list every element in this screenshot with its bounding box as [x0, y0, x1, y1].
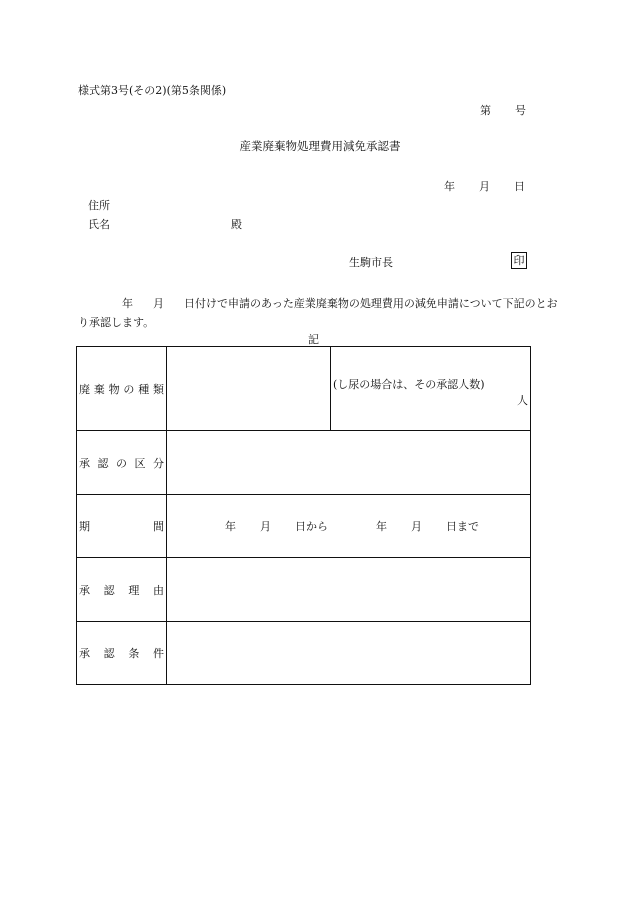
approval-reason-value [167, 558, 531, 622]
issue-date [444, 181, 525, 192]
approval-conditions-label-text [79, 645, 166, 661]
approval-category-label [77, 431, 167, 495]
waste-type-label-char: 廃 [79, 382, 90, 396]
approval-statement [78, 294, 558, 332]
approval-conditions-value [167, 622, 531, 685]
waste-type-value [167, 347, 331, 431]
approved-count-unit: 人 [517, 394, 528, 407]
period-value [167, 495, 531, 558]
approved-count-note: (し尿の場合は、その承認人数) [333, 378, 485, 391]
approval-reason-label-char: 認 [103, 583, 115, 597]
recipient-name-label: 氏名 [88, 218, 110, 231]
approval-form-table [76, 346, 531, 685]
period-label-char: 期 [79, 520, 90, 533]
table-row-approval-conditions [77, 622, 531, 685]
approval-conditions-label-char: 件 [152, 647, 164, 660]
recipient-address-label: 住所 [88, 199, 110, 212]
approval-category-label-char: 分 [153, 456, 164, 470]
note-heading: 記 [308, 333, 319, 346]
approval-reason-label-text [79, 582, 166, 598]
period-start-day: 日から [295, 520, 328, 533]
waste-type-label-char: 棄 [93, 382, 105, 396]
statement-text: 日付けで申請のあった産業廃棄物の処理費用の減免申請について下記のとおり承認します。 [78, 297, 558, 329]
period-label [77, 495, 167, 558]
table-row-approval-category [77, 431, 531, 495]
table-row-period [77, 495, 531, 558]
document-number-prefix: 第 [480, 104, 491, 117]
approved-count-cell [331, 347, 531, 431]
period-label-char: 間 [153, 520, 164, 533]
issue-date-month: 月 [479, 180, 490, 193]
approval-conditions-label [77, 622, 167, 685]
waste-type-label-char: 種 [138, 382, 150, 396]
period-label-text [79, 518, 166, 534]
issue-date-year: 年 [444, 180, 455, 193]
approval-reason-label [77, 558, 167, 622]
document-number [480, 105, 526, 116]
statement-year: 年 [122, 297, 133, 310]
form-number-label: 様式第3号(その2)(第5条関係) [78, 84, 227, 97]
approval-category-value [167, 431, 531, 495]
waste-type-label-char: の [123, 382, 135, 396]
period-end-month: 月 [411, 520, 422, 533]
document-number-suffix: 号 [515, 104, 526, 117]
approval-category-label-char: 認 [97, 456, 109, 470]
statement-month: 月 [153, 297, 164, 310]
document-title: 産業廃棄物処理費用減免承認書 [239, 139, 401, 153]
approval-category-label-text [79, 455, 166, 471]
table-row-approval-reason [77, 558, 531, 622]
period-start-month: 月 [260, 520, 271, 533]
period-end-day: 日まで [446, 520, 479, 533]
approval-category-label-char: の [116, 456, 127, 470]
table-row-waste-type [77, 347, 531, 431]
period-end-year: 年 [376, 520, 387, 533]
waste-type-label-char: 物 [108, 382, 120, 396]
approval-conditions-label-char: 条 [128, 647, 140, 660]
approval-reason-label-char: 承 [79, 583, 90, 597]
approval-category-label-char: 承 [79, 456, 90, 470]
issue-date-day: 日 [514, 180, 525, 193]
approval-category-label-char: 区 [134, 456, 146, 470]
waste-type-label-char: 類 [152, 382, 164, 396]
waste-type-label-text [79, 381, 166, 397]
issuer-title: 生駒市長 [349, 256, 393, 269]
recipient-honorific: 殿 [231, 218, 242, 231]
approval-conditions-label-char: 認 [103, 647, 115, 660]
seal-mark: 印 [511, 252, 527, 269]
approval-conditions-label-char: 承 [79, 647, 90, 660]
period-start-year: 年 [225, 520, 236, 533]
approval-reason-label-char: 由 [152, 583, 164, 597]
approval-reason-label-char: 理 [128, 583, 140, 597]
waste-type-label [77, 347, 167, 431]
